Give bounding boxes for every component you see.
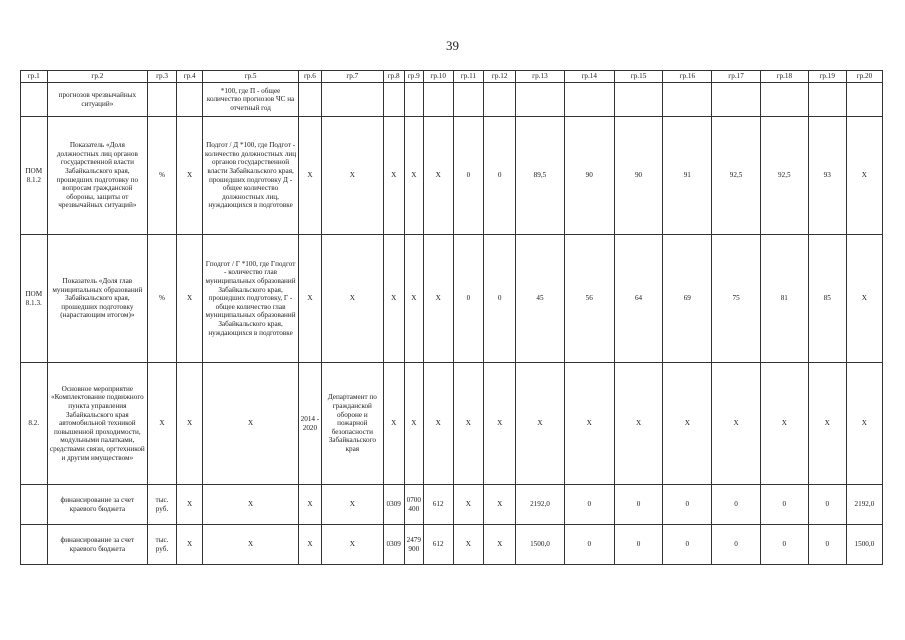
header-cell: гр.19 — [808, 71, 846, 83]
cell: тыс. руб. — [148, 525, 177, 565]
cell: X — [298, 235, 321, 363]
page-number: 39 — [446, 38, 459, 53]
cell: 0 — [614, 485, 663, 525]
cell: X — [203, 525, 298, 565]
cell: 0 — [453, 117, 484, 235]
cell: X — [614, 363, 663, 485]
cell: 45 — [516, 235, 565, 363]
cell: 56 — [564, 235, 614, 363]
cell — [614, 83, 663, 117]
cell: % — [148, 235, 177, 363]
cell: 0 — [760, 525, 808, 565]
cell: 75 — [712, 235, 761, 363]
cell: 0 — [564, 525, 614, 565]
cell-formula: Подгот / Д *100, где Подгот - количество должностных лиц органов государственной власти Забайкальского края, прошедших подготовку Д - общее количество должностных лиц, нуждающихся в подготовке — [203, 117, 298, 235]
data-table — [20, 70, 883, 565]
cell: X — [176, 235, 203, 363]
header-cell: гр.10 — [423, 71, 453, 83]
header-cell: гр.14 — [564, 71, 614, 83]
cell: 612 — [423, 525, 453, 565]
cell-formula: Гподгот / Г *100, где Гподгот - количество глав муниципальных образований Забайкальского края, прошедших подготовку, Г - общее количество глав муниципальных образований Забайкальского края, нуждающихся в подготовке — [203, 235, 298, 363]
table-row — [21, 83, 883, 117]
cell: 69 — [663, 235, 712, 363]
table-row — [21, 485, 883, 525]
cell — [148, 83, 177, 117]
cell — [484, 83, 516, 117]
cell-section: 0309 — [383, 525, 404, 565]
cell: X — [148, 363, 177, 485]
cell: 92,5 — [760, 117, 808, 235]
cell — [453, 83, 484, 117]
cell: 93 — [808, 117, 846, 235]
cell: 0 — [808, 485, 846, 525]
cell: X — [203, 485, 298, 525]
cell: 0 — [663, 525, 712, 565]
cell: 90 — [614, 117, 663, 235]
cell: 85 — [808, 235, 846, 363]
cell: X — [322, 525, 383, 565]
cell: X — [322, 485, 383, 525]
cell-name: прогнозов чрезвычайных ситуаций» — [47, 83, 148, 117]
header-cell: гр.16 — [663, 71, 712, 83]
cell: X — [760, 363, 808, 485]
cell: 81 — [760, 235, 808, 363]
cell: 0 — [614, 525, 663, 565]
cell: X — [176, 525, 203, 565]
header-cell: гр.13 — [516, 71, 565, 83]
cell: 0 — [453, 235, 484, 363]
cell: 0 — [564, 485, 614, 525]
cell: 1500,0 — [846, 525, 882, 565]
cell: X — [322, 117, 383, 235]
cell: X — [423, 235, 453, 363]
cell: X — [176, 117, 203, 235]
header-cell: гр.11 — [453, 71, 484, 83]
cell-section: 0309 — [383, 485, 404, 525]
cell: X — [203, 363, 298, 485]
table-row — [21, 525, 883, 565]
header-cell: гр.6 — [298, 71, 321, 83]
cell-period: 2014 - 2020 — [298, 363, 321, 485]
header-cell: гр.1 — [21, 71, 48, 83]
cell: 92,5 — [712, 117, 761, 235]
cell-formula: *100, где П - общее количество прогнозов ЧС на отчетный год — [203, 83, 298, 117]
cell: X — [322, 235, 383, 363]
header-cell: гр.17 — [712, 71, 761, 83]
cell: 0 — [663, 485, 712, 525]
cell: X — [663, 363, 712, 485]
cell-name: финансирование за счет краевого бюджета — [47, 525, 148, 565]
cell: X — [712, 363, 761, 485]
table-row — [21, 363, 883, 485]
cell: X — [404, 363, 423, 485]
cell: 0 — [808, 525, 846, 565]
cell-name: финансирование за счет краевого бюджета — [47, 485, 148, 525]
cell: X — [298, 525, 321, 565]
cell-target-article: 0700400 — [404, 485, 423, 525]
cell: X — [453, 363, 484, 485]
cell-target-article: 2479900 — [404, 525, 423, 565]
header-cell: гр.3 — [148, 71, 177, 83]
table-row — [21, 117, 883, 235]
cell: 612 — [423, 485, 453, 525]
cell: 0 — [712, 525, 761, 565]
cell: X — [808, 363, 846, 485]
header-row — [21, 71, 883, 83]
cell: X — [383, 235, 404, 363]
cell: 2192,0 — [846, 485, 882, 525]
cell: X — [404, 235, 423, 363]
cell: X — [846, 363, 882, 485]
header-cell: гр.20 — [846, 71, 882, 83]
header-cell: гр.8 — [383, 71, 404, 83]
cell: % — [148, 117, 177, 235]
cell-name: Показатель «Доля глав муниципальных образований Забайкальского края, прошедших подготовку (нарастающим итогом)» — [47, 235, 148, 363]
cell: X — [298, 117, 321, 235]
cell — [404, 83, 423, 117]
cell: X — [383, 117, 404, 235]
cell — [298, 83, 321, 117]
cell: 0 — [712, 485, 761, 525]
cell: 89,5 — [516, 117, 565, 235]
cell-executor: Департамент по гражданской обороне и пожарной безопасности Забайкальского края — [322, 363, 383, 485]
cell — [712, 83, 761, 117]
cell: X — [423, 117, 453, 235]
cell: 1500,0 — [516, 525, 565, 565]
cell — [564, 83, 614, 117]
cell: 0 — [484, 235, 516, 363]
cell: 0 — [484, 117, 516, 235]
cell: 2192,0 — [516, 485, 565, 525]
cell: 0 — [760, 485, 808, 525]
cell: X — [484, 485, 516, 525]
header-cell: гр.18 — [760, 71, 808, 83]
header-cell: гр.5 — [203, 71, 298, 83]
cell — [423, 83, 453, 117]
cell-code: ПОМ 8.1.3. — [21, 235, 48, 363]
cell-code — [21, 525, 48, 565]
cell — [322, 83, 383, 117]
cell: X — [453, 525, 484, 565]
cell: тыс. руб. — [148, 485, 177, 525]
cell: X — [298, 485, 321, 525]
cell — [846, 83, 882, 117]
cell-code — [21, 485, 48, 525]
cell: X — [404, 117, 423, 235]
cell — [516, 83, 565, 117]
cell: 90 — [564, 117, 614, 235]
cell: X — [383, 363, 404, 485]
header-cell: гр.4 — [176, 71, 203, 83]
cell — [808, 83, 846, 117]
cell: X — [176, 485, 203, 525]
cell — [383, 83, 404, 117]
cell: X — [176, 363, 203, 485]
cell-code: ПОМ 8.1.2 — [21, 117, 48, 235]
cell: X — [564, 363, 614, 485]
header-cell: гр.2 — [47, 71, 148, 83]
cell: X — [484, 525, 516, 565]
cell: X — [516, 363, 565, 485]
cell: X — [846, 235, 882, 363]
header-cell: гр.7 — [322, 71, 383, 83]
cell — [176, 83, 203, 117]
table-row — [21, 235, 883, 363]
cell: X — [846, 117, 882, 235]
cell-name: Показатель «Доля должностных лиц органов государственной власти Забайкальского края, прошедших подготовку по вопросам гражданской обороны, защиты от чрезвычайных ситуаций» — [47, 117, 148, 235]
cell: 91 — [663, 117, 712, 235]
cell-name: Основное мероприятие «Комплектование подвижного пункта управления Забайкальского края автомобильной техникой повышенной проходимости, модульными палатками, средствами связи, оргтехникой и другим имуществом» — [47, 363, 148, 485]
cell: X — [484, 363, 516, 485]
header-cell: гр.9 — [404, 71, 423, 83]
cell-code — [21, 83, 48, 117]
cell — [760, 83, 808, 117]
header-cell: гр.12 — [484, 71, 516, 83]
cell: 64 — [614, 235, 663, 363]
cell: X — [423, 363, 453, 485]
cell: X — [453, 485, 484, 525]
cell-code: 8.2. — [21, 363, 48, 485]
cell — [663, 83, 712, 117]
header-cell: гр.15 — [614, 71, 663, 83]
